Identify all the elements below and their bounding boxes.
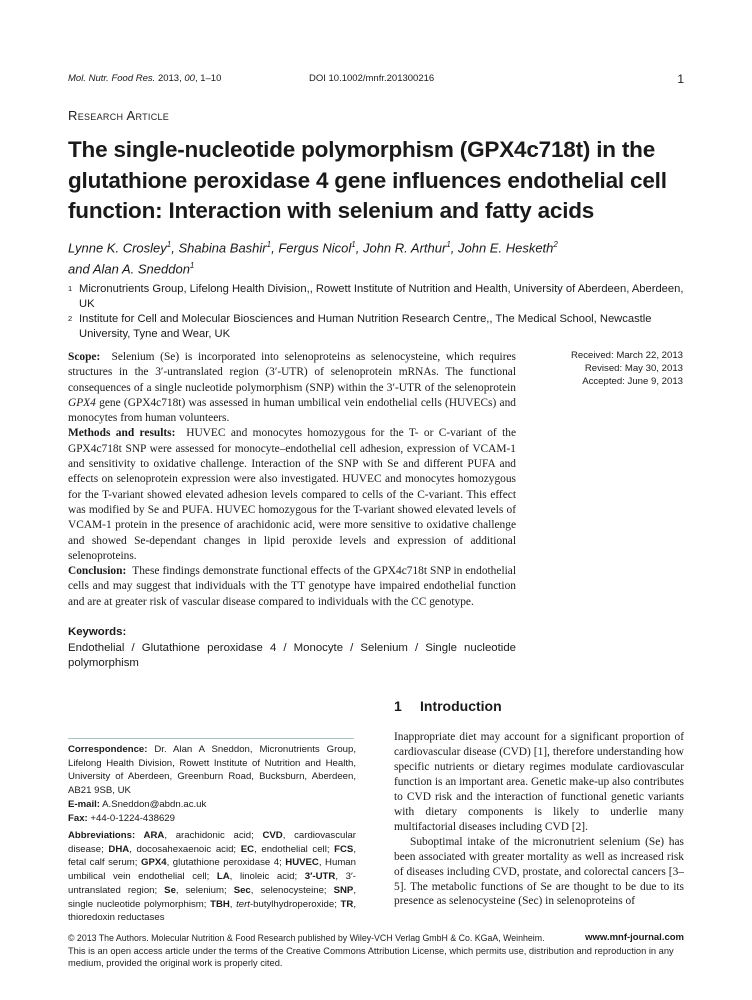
running-head — [68, 73, 684, 87]
author-affiliation-marker: 1 — [446, 240, 451, 249]
footnote-divider — [68, 738, 354, 739]
author-affiliation-marker: 2 — [553, 240, 558, 249]
accepted-date: Accepted: June 9, 2013 — [582, 375, 683, 387]
abbreviation-term: Se — [164, 884, 176, 896]
conclusion-label: Conclusion: — [68, 565, 127, 578]
correspondence-fax — [68, 812, 356, 826]
section-number: 1 — [394, 698, 402, 714]
author-affiliation-marker: 1 — [166, 240, 172, 249]
introduction-body — [394, 730, 684, 909]
keywords-heading: Keywords: — [68, 626, 127, 638]
abbreviation-definition: , glutathione peroxidase 4; — [166, 857, 286, 869]
abbreviation-term: Sec — [233, 884, 251, 896]
abbreviation-definition: , docosahexaenoic acid; — [129, 843, 241, 855]
abbreviation-term: FCS — [334, 843, 354, 855]
section-heading-introduction — [394, 698, 502, 714]
journal-name: Mol. Nutr. Food Res. — [68, 73, 156, 84]
methods-label: Methods and results: — [68, 427, 176, 440]
correspondence-label: Correspondence: — [68, 744, 148, 755]
abbreviation-definition: , cardiovascular disease; — [68, 830, 356, 855]
abbreviation-term: DHA — [108, 843, 130, 855]
article-type: Research Article — [68, 108, 170, 123]
author-affiliation-marker: 1 — [189, 260, 195, 270]
paragraph: Suboptimal intake of the micronutrient selenium (Se) has been associated with greater mortality as well as increased risk of diseases including CVD, prostate, and colorectal cancers [3–5]. The metabolic functions of Se are thought to be due to its presence as selenocysteine (Sec) in selenoproteins of — [394, 835, 684, 908]
abbreviations — [68, 829, 356, 925]
abbreviation-term: EC — [240, 843, 255, 855]
author-name[interactable]: John E. Hesketh — [458, 240, 554, 256]
abbreviation-term: ARA — [143, 830, 165, 841]
abbreviation-definition: , single nucleotide polymorphism; — [68, 884, 356, 910]
email-link[interactable]: A.Sneddon@abdn.ac.uk — [100, 798, 207, 810]
abbreviation-term: 3′-UTR — [304, 871, 336, 883]
abbreviation-term: CVD — [262, 830, 283, 841]
abbreviation-definition: , thioredoxin reductases — [68, 898, 356, 924]
scope-text: Selenium (Se) is incorporated into selenoproteins as selenocysteine, which requires structures in the 3′-untranslated region (3′-UTR) of selenoprotein mRNAs. The functional consequences of a single nucleotide polymorphism (SNP) within the 3′-UTR of the selenoprotein — [68, 351, 516, 394]
abbreviation-definition: , selenocysteine; — [250, 884, 334, 896]
email-label: E-mail: — [68, 798, 100, 810]
abbreviation-definition: , selenium; — [175, 884, 234, 896]
abbreviation-definition: , Human umbilical vein endothelial cell; — [68, 857, 356, 883]
author-name[interactable]: Alan A. Sneddon — [92, 261, 190, 277]
abstract-conclusion — [68, 564, 516, 610]
affiliation — [68, 282, 698, 312]
keywords — [68, 625, 516, 672]
affiliation-number: 2 — [68, 314, 73, 323]
footer-copyright: © 2013 The Authors. Molecular Nutrition & Food Research published by Wiley-VCH Verlag GmbH & Co. KGaA, Weinheim. — [68, 933, 545, 943]
affiliation-text: Institute for Cell and Molecular Biosciences and Human Nutrition Research Centre,, The Medical School, Newcastle University, Tyne and Wear, UK — [79, 313, 652, 340]
journal-url-link[interactable]: www.mnf-journal.com — [585, 932, 684, 943]
author-name[interactable]: Shabina Bashir — [178, 240, 267, 256]
abstract-scope — [68, 350, 516, 426]
abbreviation-term: SNP — [333, 884, 354, 896]
abbreviation-term: TR — [340, 898, 354, 910]
abbreviation-definition: , linoleic acid; — [229, 871, 305, 883]
gene-name: GPX4 — [68, 396, 96, 409]
abbreviations-label: Abbreviations: — [68, 830, 144, 841]
abstract — [68, 350, 516, 610]
correspondence — [68, 743, 356, 825]
revised-date: Revised: May 30, 2013 — [584, 362, 683, 374]
section-title: Introduction — [420, 698, 502, 714]
scope-label: Scope: — [68, 351, 101, 363]
abbreviation-term: HUVEC — [285, 857, 319, 869]
article-title: The single-nucleotide polymorphism (GPX4c718t) in the glutathione peroxidase 4 gene influences endothelial cell function: Interaction with selenium and fatty acids — [68, 137, 667, 223]
correspondence-email — [68, 798, 356, 812]
conclusion-text: These findings demonstrate functional effects of the GPX4c718t SNP in endothelial cells and may suggest that individuals with the TT genotype have impaired endothelial function and are at greater risk of vascular disease compared to individuals with the CC genotype. — [68, 565, 516, 608]
methods-text: HUVEC and monocytes homozygous for the T- or C-variant of the GPX4c718t SNP were assessed for monocyte–endothelial cell adhesion, expression of VCAM-1 and sensitivity to oxidative challenge. Interaction of the SNP with Se and different PUFA and effects on selenoprotein expression were also investigated. HUVEC and monocytes homozygous for the T-variant showed elevated adhesion levels compared to cells of the C-variant. This effect was modified by Se and PUFA. HUVEC homozygous for the T-variant showed elevated levels of VCAM-1 protein in the presence of arachidonic acid, were more sensitive to oxidative challenge and showed Se-dependant changes in lipid peroxide levels and expression of additional selenoproteins. — [68, 427, 517, 562]
doi[interactable]: DOI 10.1002/mnfr.201300216 — [309, 73, 435, 84]
affiliation — [68, 312, 698, 342]
affiliation-number: 1 — [68, 284, 73, 293]
affiliation-text: Micronutrients Group, Lifelong Health Division,, Rowett Institute of Nutrition and Health, University of Aberdeen, Aberdeen, UK — [79, 283, 684, 310]
author-list: Lynne K. Crosley$^1$, Shabina Bashir$^1$, Fergus Nicol$^1$, John R. Arthur$^1$, John E. Hesketh$^2$ and Alan A. Sneddon$^1$ — [68, 240, 558, 277]
author-name[interactable]: Lynne K. Crosley — [68, 240, 167, 256]
abbreviation-term: LA — [216, 871, 230, 883]
received-date: Received: March 22, 2013 — [571, 350, 683, 361]
abbreviation-definition: , endothelial cell; — [254, 843, 335, 855]
journal-pages: , 1–10 — [194, 73, 222, 84]
journal-year: 2013, — [157, 73, 185, 84]
fax-label: Fax: — [68, 812, 88, 824]
footer-license: This is an open access article under the terms of the Creative Commons Attribution License, which permits use, distribution and reproduction in any medium, provided the original work is properly cited. — [68, 946, 674, 968]
article-dates — [530, 350, 683, 388]
author-name[interactable]: John R. Arthur — [362, 240, 447, 256]
author-affiliation-marker: 1 — [351, 240, 356, 249]
abbreviation-definition: , 3′-untranslated region; — [68, 871, 356, 896]
correspondence-address — [68, 743, 356, 798]
paragraph: Inappropriate diet may account for a significant proportion of cardiovascular disease (CVD) [1], therefore understanding how specific nutrients or dietary regimes modulate cardiovascular function is an important area. Genetic make-up also contributes to CVD risk and the interaction of functional genetic variants with dietary components is likely to underlie many multifactorial diseases including CVD [2]. — [394, 731, 684, 833]
abbreviation-definition: , arachidonic acid; — [164, 830, 263, 841]
keywords-list: Endothelial / Glutathione peroxidase 4 / Monocyte / Selenium / Single nucleotide polymorphism — [68, 641, 516, 670]
author-name[interactable]: Fergus Nicol — [278, 240, 352, 256]
author-affiliation-marker: 1 — [266, 240, 272, 249]
scope-text: gene (GPX4c718t) was assessed in human umbilical vein endothelial cells (HUVECs) and monocytes from human volunteers. — [68, 396, 516, 425]
page-number: 1 — [677, 72, 684, 86]
abbreviation-term: GPX4 — [140, 857, 167, 869]
abbreviation-term: TBH — [210, 898, 230, 910]
journal-citation — [68, 73, 221, 84]
fax-number: +44-0-1224-438629 — [87, 812, 175, 824]
abbreviation-definition: , tert-butylhydroperoxide; — [229, 898, 341, 910]
correspondence-text: Dr. Alan A Sneddon, Micronutrients Group, Lifelong Health Division, Rowett Institute of Nutrition and Health, University of Aberdeen, Greenburn Road, Bucksburn, Aberdeen, AB21 9SB, UK — [68, 744, 356, 797]
abbreviation-definition: , fetal calf serum; — [68, 843, 356, 869]
affiliations — [68, 282, 698, 342]
abstract-methods — [68, 426, 516, 564]
journal-volume: 00 — [184, 73, 195, 84]
